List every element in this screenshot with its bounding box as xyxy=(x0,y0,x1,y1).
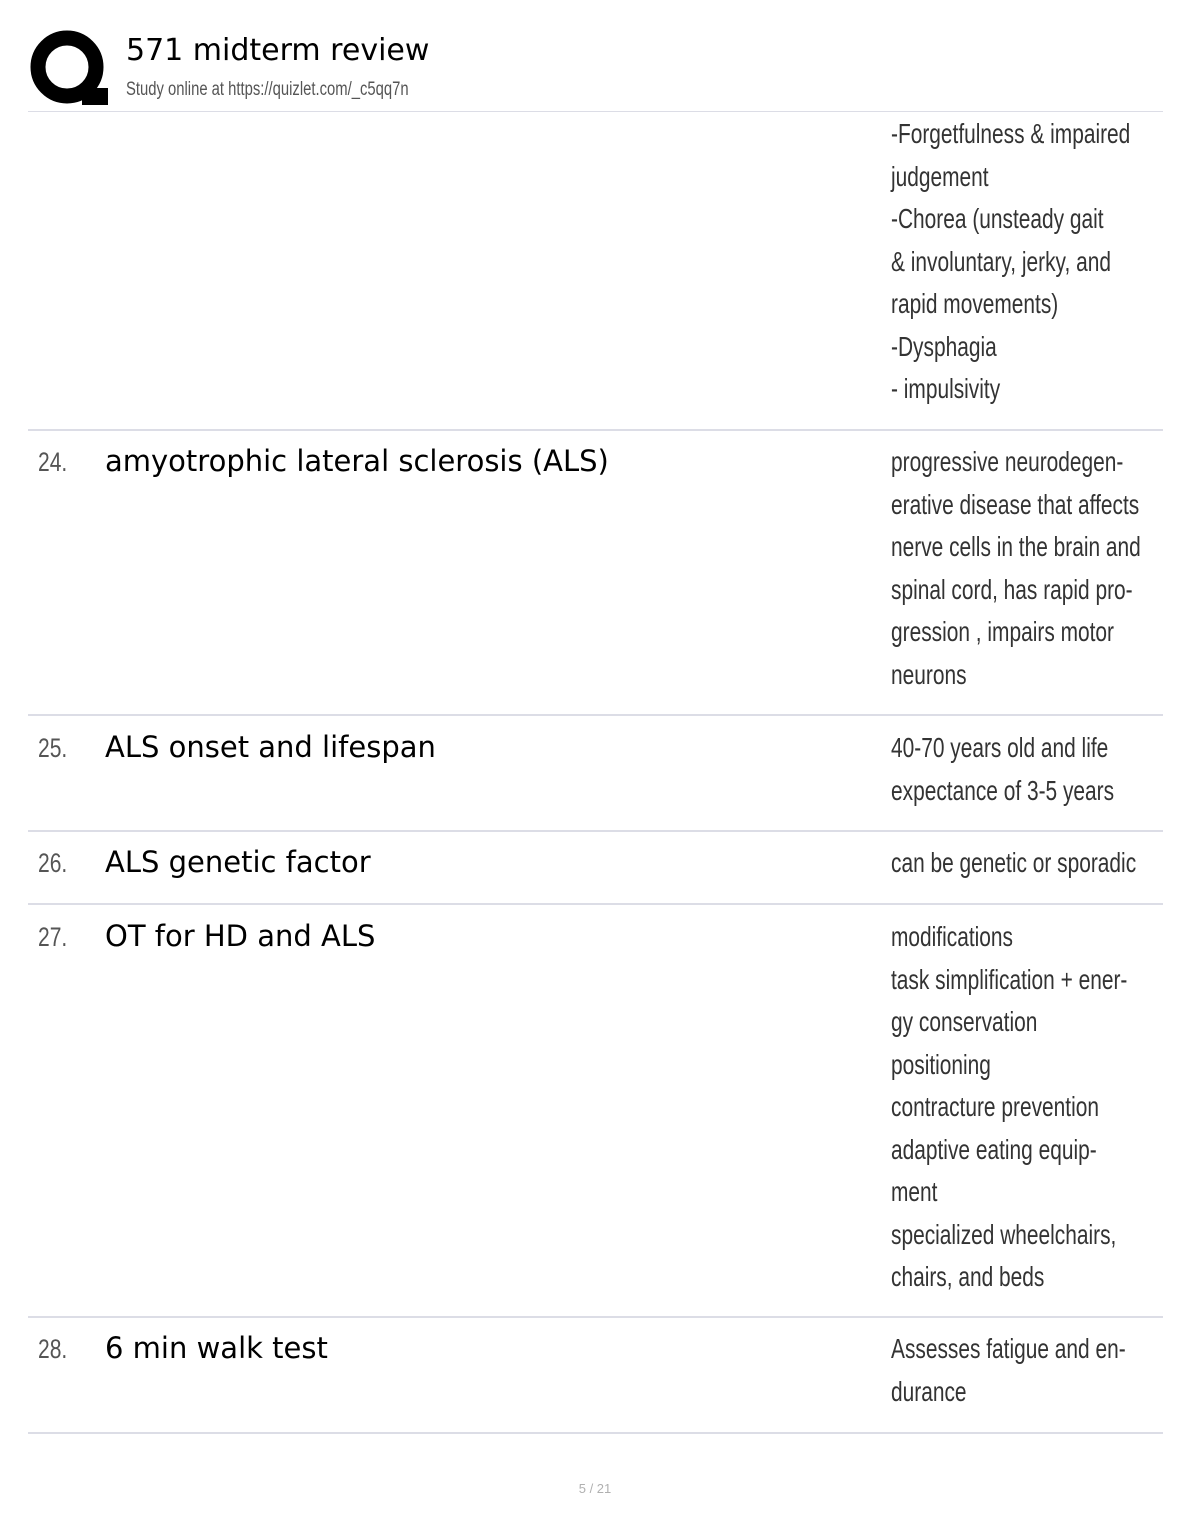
definition-line: spinal cord, has rapid pro- xyxy=(891,573,1133,605)
card-divider xyxy=(28,830,1163,832)
card-divider xyxy=(28,1316,1163,1318)
card-number: 28. xyxy=(38,1334,68,1364)
definition-line: contracture prevention xyxy=(891,1091,1099,1122)
card-divider xyxy=(28,1432,1163,1434)
definition-line: positioning xyxy=(891,1048,991,1080)
definition-line: progressive neurodegen- xyxy=(891,446,1124,477)
definition-line: judgement xyxy=(891,160,989,192)
definition-line: 40-70 years old and life xyxy=(891,732,1109,763)
definition-line: gy conservation xyxy=(891,1006,1038,1037)
definition-line: neurons xyxy=(891,658,967,690)
definition-line: ment xyxy=(891,1176,938,1207)
definition-line: modifications xyxy=(891,921,1013,952)
card-number: 27. xyxy=(38,922,68,952)
definition-line: -Dysphagia xyxy=(891,330,997,362)
card-term: 6 min walk test xyxy=(105,1331,328,1365)
definition-line: adaptive eating equip- xyxy=(891,1133,1097,1165)
definition-line: specialized wheelchairs, xyxy=(891,1218,1117,1250)
definition-line: durance xyxy=(891,1375,967,1407)
card-number: 25. xyxy=(38,733,68,763)
card-definition xyxy=(891,916,1149,1299)
definition-line: nerve cells in the brain and xyxy=(891,531,1141,562)
card-term: OT for HD and ALS xyxy=(105,919,376,953)
definition-line: Assesses fatigue and en- xyxy=(891,1333,1126,1364)
definition-line: & involuntary, jerky, and xyxy=(891,245,1111,277)
definition-line: -Chorea (unsteady gait xyxy=(891,203,1104,234)
header-divider xyxy=(28,111,1163,112)
card-definition xyxy=(891,842,1149,885)
quizlet-logo-icon xyxy=(30,30,108,106)
definition-line: expectance of 3-5 years xyxy=(891,774,1115,806)
card-term: amyotrophic lateral sclerosis (ALS) xyxy=(105,444,609,478)
card-definition xyxy=(891,727,1149,812)
card-number: 26. xyxy=(38,848,68,878)
document-header xyxy=(0,0,1190,112)
definition-line: chairs, and beds xyxy=(891,1261,1045,1292)
card-divider xyxy=(28,903,1163,905)
card-term: ALS genetic factor xyxy=(105,845,371,879)
definition-line: can be genetic or sporadic xyxy=(891,847,1137,878)
card-divider xyxy=(28,714,1163,716)
card-definition xyxy=(891,113,1149,411)
card-number: 24. xyxy=(38,447,68,477)
card-continued xyxy=(28,113,1163,429)
card-definition xyxy=(891,1328,1149,1413)
document-title: 571 midterm review xyxy=(126,33,430,68)
definition-line: task simplification + ener- xyxy=(891,963,1128,995)
definition-line: - impulsivity xyxy=(891,373,1001,404)
definition-line: -Forgetfulness & impaired xyxy=(891,118,1131,149)
card-definition xyxy=(891,441,1149,696)
definition-line: erative disease that affects xyxy=(891,488,1140,520)
definition-line: gression , impairs motor xyxy=(891,616,1115,647)
card-divider xyxy=(28,429,1163,431)
study-online-link-text: Study online at https://quizlet.com/_c5qq7n xyxy=(126,79,409,100)
card-term: ALS onset and lifespan xyxy=(105,730,436,764)
page-number: 5 / 21 xyxy=(578,1481,612,1496)
definition-line: rapid movements) xyxy=(891,288,1059,319)
